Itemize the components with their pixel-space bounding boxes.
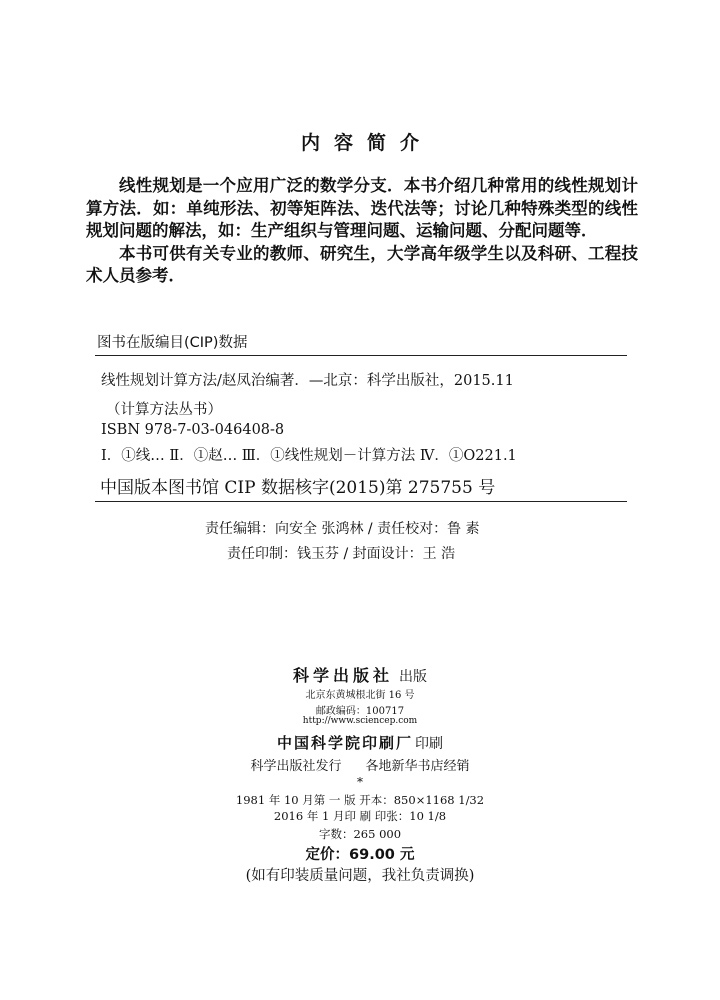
sellers: 各地新华书店经销 xyxy=(365,759,470,774)
publisher-line xyxy=(0,663,720,686)
cip-series-line: （计算方法丛书） xyxy=(106,402,222,418)
summary-paragraph: 本书可供有关专业的教师、研究生，大学高年级学生以及科研、工程技术人员参考． xyxy=(86,243,638,285)
publisher-postcode: 邮政编码：100717 xyxy=(315,706,405,717)
printer-suffix: 印刷 xyxy=(415,736,443,752)
editor-credits: 责任编辑：向安全 张鸿林 / 责任校对：鲁 素 xyxy=(205,521,480,537)
cip-isbn-line: ISBN 978-7-03-046408-8 xyxy=(101,422,285,438)
cip-bottom-rule xyxy=(95,501,627,502)
cip-classification-line: Ⅰ．①线… Ⅱ．①赵… Ⅲ．①线性规划－计算方法 Ⅳ．①O221.1 xyxy=(101,448,517,464)
distribution-line xyxy=(0,755,720,774)
quality-notice: (如有印装质量问题，我社负责调换) xyxy=(245,868,475,884)
summary-paragraph: 线性规划是一个应用广泛的数学分支．本书介绍几种常用的线性规划计算方法．如：单纯形法、初等矩阵法、迭代法等；讨论几种特殊类型的线性规划问题的解法，如：生产组织与管理问题、运输问题、分配问题等． xyxy=(86,176,638,240)
publisher-address: 北京东黄城根北街 16 号 xyxy=(305,690,415,701)
printer-line xyxy=(0,732,720,753)
print-spec: 2016 年 1 月印 刷 印张：10 1/8 xyxy=(273,809,447,823)
edition-spec: 1981 年 10 月第 一 版 开本：850×1168 1/32 xyxy=(235,793,485,807)
cip-heading: 图书在版编目(CIP)数据 xyxy=(97,335,248,351)
publisher-suffix: 出版 xyxy=(399,669,427,685)
publisher-logo-text: 科学出版社 xyxy=(292,666,393,685)
production-credits: 责任印制：钱玉芬 / 封面设计：王 浩 xyxy=(227,546,456,562)
cip-title-line: 线性规划计算方法/赵凤治编著．—北京：科学出版社，2015.11 xyxy=(101,373,514,389)
separator-star: * xyxy=(357,775,363,789)
price: 定价：69.00 元 xyxy=(305,847,415,863)
summary-text xyxy=(86,175,638,288)
cip-top-rule xyxy=(95,355,627,356)
word-count: 字数：265 000 xyxy=(318,827,402,841)
publisher-url: http://www.sciencep.com xyxy=(302,716,418,726)
distributor: 科学出版社发行 xyxy=(250,759,342,774)
summary-title: 内容简介 xyxy=(300,132,433,154)
printer-logo-text: 中国科学院印刷厂 xyxy=(276,734,413,752)
cip-record-number: 中国版本图书馆 CIP 数据核字(2015)第 275755 号 xyxy=(100,478,496,498)
